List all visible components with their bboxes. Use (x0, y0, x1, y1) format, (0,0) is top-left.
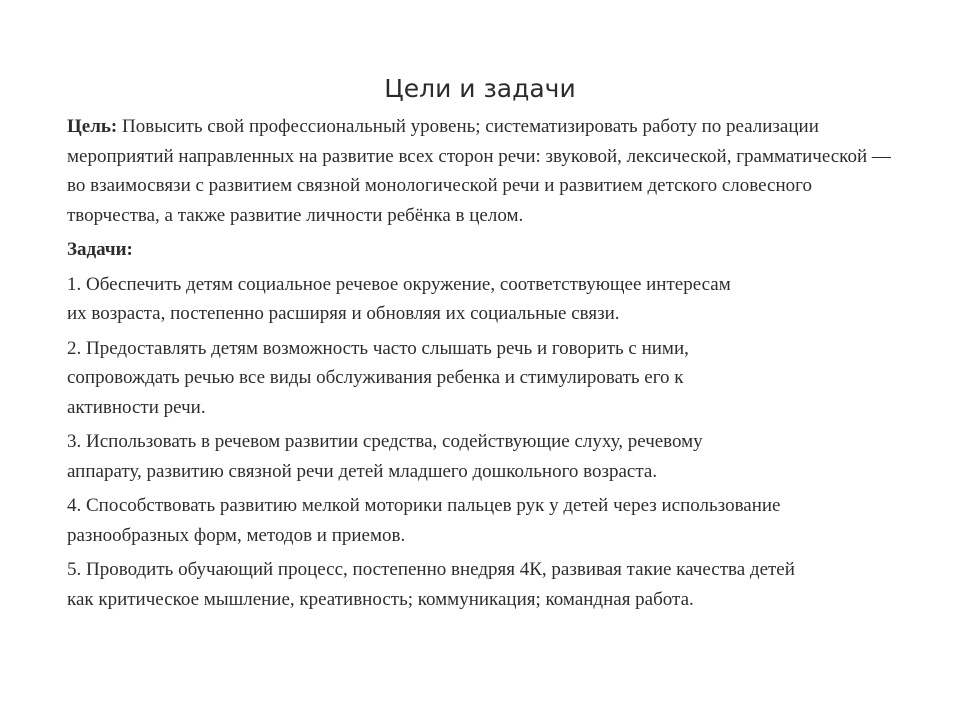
task-item-4 (67, 491, 897, 550)
task-line: активности речи. (67, 396, 206, 418)
task-line: 2. Предоставлять детям возможность часто слышать речь и говорить с ними, (67, 337, 689, 359)
task-item-1 (67, 270, 897, 329)
task-line: разнообразных форм, методов и приемов. (67, 524, 406, 546)
goal-label: Цель: (67, 116, 118, 137)
tasks-label: Задачи: (67, 239, 133, 260)
task-line: аппарату, развитию связной речи детей младшего дошкольного возраста. (67, 460, 658, 482)
goal-text: Повысить свой профессиональный уровень; систематизировать работу по реализации мероприятий направленных на развитие всех сторон речи: звуковой, лексической, грамматической — во взаимосвязи с развитием связной монологической речи и развитием детского словесного творчества, а также развитие личности ребёнка в целом. (67, 116, 891, 226)
tasks-heading (67, 235, 897, 265)
task-line: как критическое мышление, креативность; коммуникация; командная работа. (67, 588, 694, 610)
task-line: их возраста, постепенно расширяя и обновляя их социальные связи. (67, 303, 620, 324)
task-line: 1. Обеспечить детям социальное речевое окружение, соответствующее интересам (67, 273, 731, 295)
task-line: 3. Использовать в речевом развитии средства, содействующие слуху, речевому (67, 431, 703, 452)
task-item-5 (67, 555, 897, 614)
task-line: 4. Способствовать развитию мелкой моторики пальцев рук у детей через использование (67, 495, 781, 516)
task-line: 5. Проводить обучающий процесс, постепенно внедряя 4К, развивая такие качества детей (67, 559, 795, 580)
slide-title: Цели и задачи (384, 74, 576, 103)
task-line: сопровождать речью все виды обслуживания ребенка и стимулировать его к (67, 367, 684, 388)
goal-paragraph (67, 112, 897, 230)
task-item-3 (67, 427, 897, 486)
task-item-2 (67, 334, 897, 423)
slide-body (67, 112, 897, 619)
